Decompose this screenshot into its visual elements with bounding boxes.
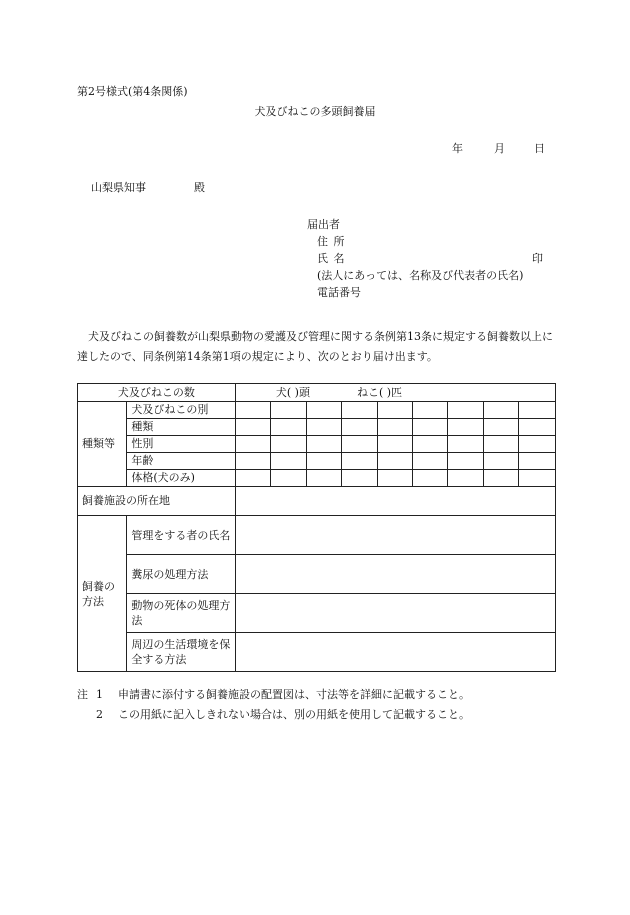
facility-label: 飼養施設の所在地 [78,487,236,516]
method-row-label: 糞尿の処理方法 [127,555,235,594]
date-line [452,142,545,156]
declaration-paragraph: 犬及びねこの飼養数が山梨県動物の愛護及び管理に関する条例第13条に規定する飼養数以上に達したので、同条例第14条第1項の規定により、次のとおり届け出ます。 [77,330,553,363]
applicant-block [307,218,547,303]
entry-cell[interactable] [377,453,412,470]
table-row [78,594,556,633]
entry-cell[interactable] [448,402,483,419]
entry-cell[interactable] [519,470,556,487]
entry-cell[interactable] [413,436,448,453]
form-id: 第2号様式(第4条関係) [77,85,188,98]
applicant-heading: 届出者 [307,218,340,231]
applicant-name-row [307,252,547,269]
seal-mark: 印 [532,252,543,265]
count-cell [235,384,555,402]
table-row [78,402,556,419]
entry-cell[interactable] [306,402,341,419]
type-row-label: 種類 [127,419,235,436]
entry-cell[interactable] [377,436,412,453]
entry-cell[interactable] [271,453,306,470]
entry-cell[interactable] [448,419,483,436]
entry-cell[interactable] [342,436,377,453]
entry-cell[interactable] [483,402,518,419]
entry-cell[interactable] [306,470,341,487]
dog-count-label: 犬( )頭 [275,385,310,399]
entry-cell[interactable] [271,402,306,419]
entry-cell[interactable] [519,453,556,470]
entry-cell[interactable] [483,470,518,487]
entry-cell[interactable] [377,402,412,419]
count-label: 犬及びねこの数 [78,384,236,402]
entry-cell[interactable] [483,436,518,453]
applicant-address-label: 住 所 [317,235,346,248]
note-text: 申請書に添付する飼養施設の配置図は、寸法等を詳細に記載すること。 [118,688,470,701]
date-year-label: 年 [452,142,463,155]
entry-cell[interactable] [342,453,377,470]
declaration-text [77,327,555,367]
entry-cell[interactable] [306,419,341,436]
registration-table [77,383,556,672]
entry-cell[interactable] [235,419,270,436]
entry-cell[interactable] [519,402,556,419]
type-row-label: 年齢 [127,453,235,470]
method-row-label: 動物の死体の処理方法 [127,594,235,633]
type-row-label: 性別 [127,436,235,453]
applicant-phone-label: 電話番号 [317,286,361,299]
method-row-label: 周辺の生活環境を保全する方法 [127,633,235,672]
facility-row [78,487,556,516]
entry-cell[interactable] [342,470,377,487]
note-text: この用紙に記入しきれない場合は、別の用紙を使用して記載すること。 [118,708,470,721]
note-item [77,708,470,728]
table-row [78,516,556,555]
entry-cell[interactable] [342,402,377,419]
entry-cell[interactable] [342,419,377,436]
method-entry-cell[interactable] [235,633,555,672]
method-group-label: 飼養の方法 [78,516,127,672]
entry-cell[interactable] [306,436,341,453]
page-title: 犬及びねこの多頭飼養届 [254,105,376,118]
entry-cell[interactable] [235,470,270,487]
entry-cell[interactable] [448,436,483,453]
type-row-label: 体格(犬のみ) [127,470,235,487]
entry-cell[interactable] [413,470,448,487]
entry-cell[interactable] [413,419,448,436]
addressee [91,181,205,195]
applicant-name-label: 氏 名 [317,252,346,265]
cat-count-label: ねこ( )匹 [356,385,403,399]
table-row [78,419,556,436]
entry-cell[interactable] [519,419,556,436]
entry-cell[interactable] [377,419,412,436]
entry-cell[interactable] [413,453,448,470]
entry-cell[interactable] [448,470,483,487]
method-entry-cell[interactable] [235,594,555,633]
type-group-label: 種類等 [78,402,127,487]
notes-label: 注 [77,688,88,701]
method-entry-cell[interactable] [235,516,555,555]
applicant-corporate-note: (法人にあっては、名称及び代表者の氏名) [317,269,524,282]
method-row-label: 管理をする者の氏名 [127,516,235,555]
note-item [77,688,470,708]
notes [77,688,470,728]
addressee-honorific: 殿 [194,181,205,194]
entry-cell[interactable] [306,453,341,470]
method-entry-cell[interactable] [235,555,555,594]
facility-entry-cell[interactable] [235,487,555,516]
entry-cell[interactable] [483,419,518,436]
count-row [78,384,556,402]
note-number: 2 [96,708,103,721]
date-month-label: 月 [494,142,505,155]
type-row-label: 犬及びねこの別 [127,402,235,419]
entry-cell[interactable] [235,402,270,419]
entry-cell[interactable] [235,436,270,453]
table-row [78,453,556,470]
table-row [78,633,556,672]
date-day-label: 日 [534,142,545,155]
entry-cell[interactable] [271,470,306,487]
entry-cell[interactable] [483,453,518,470]
entry-cell[interactable] [519,436,556,453]
table-row [78,555,556,594]
entry-cell[interactable] [235,453,270,470]
note-number: 1 [96,688,103,701]
addressee-name: 山梨県知事 [91,181,146,194]
entry-cell[interactable] [271,436,306,453]
table-row [78,436,556,453]
entry-cell[interactable] [377,470,412,487]
entry-cell[interactable] [271,419,306,436]
entry-cell[interactable] [448,453,483,470]
table-row [78,470,556,487]
entry-cell[interactable] [413,402,448,419]
